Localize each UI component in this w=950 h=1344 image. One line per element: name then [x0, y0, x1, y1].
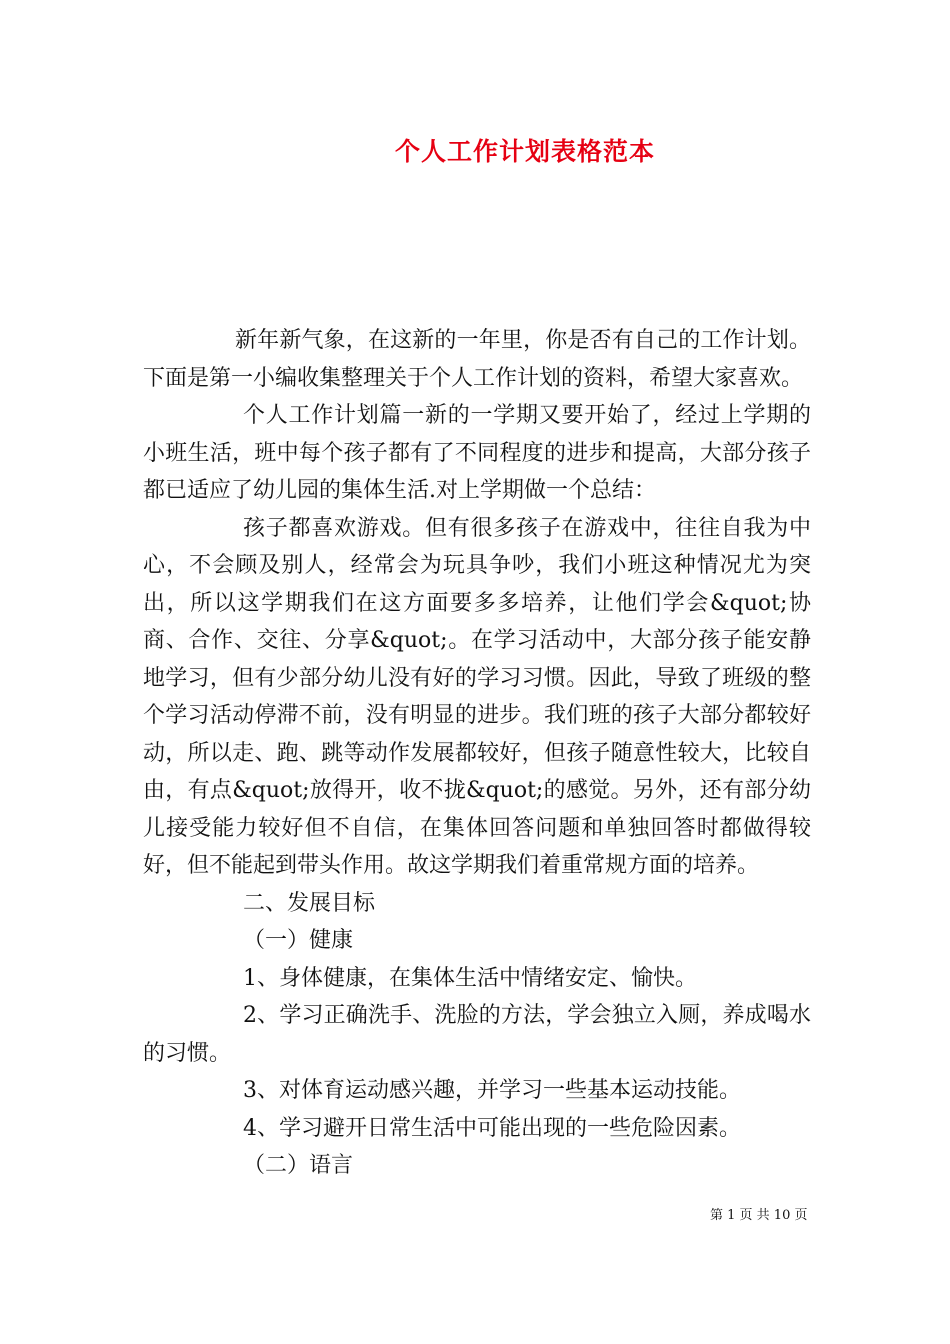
document-body	[143, 322, 811, 1185]
paragraph-summary: 孩子都喜欢游戏。但有很多孩子在游戏中，往往自我为中心，不会顾及别人，经常会为玩具争吵，我们小班这种情况尤为突出，所以这学期我们在这方面要多多培养，让他们学会&quot;协商、合作、交往、分享&quot;。在学习活动中，大部分孩子能安静地学习，但有少部分幼儿没有好的学习习惯。因此，导致了班级的整个学习活动停滞不前，没有明显的进步。我们班的孩子大部分都较好动，所以走、跑、跳等动作发展都较好，但孩子随意性较大，比较自由，有点&quot;放得开，收不拢&quot;的感觉。另外，还有部分幼儿接受能力较好但不自信，在集体回答问题和单独回答时都做得较好，但不能起到带头作用。故这学期我们着重常规方面的培养。	[143, 515, 811, 878]
paragraph-plan-one: 个人工作计划篇一新的一学期又要开始了，经过上学期的小班生活，班中每个孩子都有了不同程度的进步和提高，大部分孩子都已适应了幼儿园的集体生活.对上学期做一个总结：	[143, 403, 811, 503]
list-item: 1、身体健康，在集体生活中情绪安定、愉快。	[243, 965, 697, 991]
document-title: 个人工作计划表格范本	[394, 137, 655, 166]
heading-health: （一）健康	[243, 928, 354, 953]
paragraph-intro: 新年新气象，在这新的一年里，你是否有自己的工作计划。下面是第一小编收集整理关于个人工作计划的资料，希望大家喜欢。	[143, 328, 811, 391]
heading-development-goals: 二、发展目标	[243, 890, 376, 916]
heading-language: （二）语言	[243, 1153, 354, 1178]
list-item: 3、对体育运动感兴趣，并学习一些基本运动技能。	[243, 1078, 741, 1103]
list-item: 2、学习正确洗手、洗脸的方法，学会独立入厕，养成喝水的习惯。	[143, 1003, 811, 1066]
list-item: 4、学习避开日常生活中可能出现的一些危险因素。	[243, 1115, 741, 1141]
page-number: 第 1 页 共 10 页	[710, 1208, 808, 1223]
